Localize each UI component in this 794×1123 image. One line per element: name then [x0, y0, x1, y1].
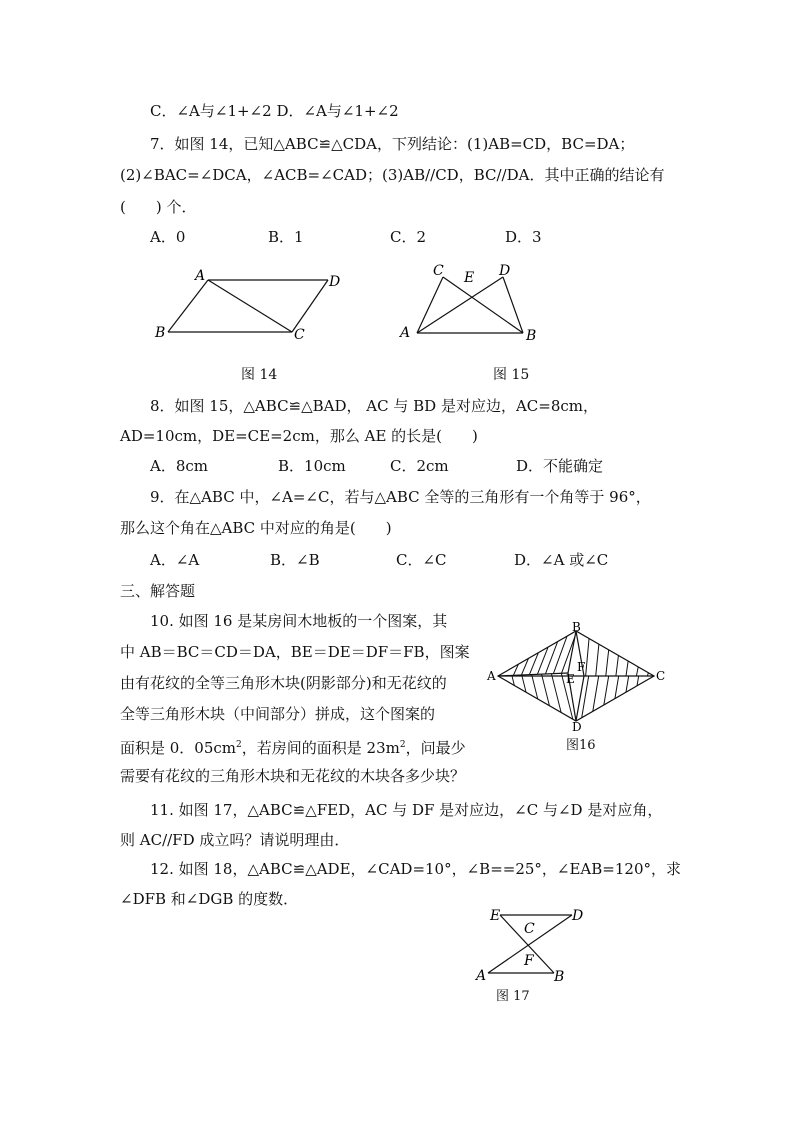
fig17-point-a: A: [476, 968, 487, 984]
fig17-caption: 图 17: [496, 989, 530, 1004]
fig17-point-d: D: [572, 908, 584, 924]
q11-line1: 11. 如图 17，△ABC≌△FED，AC 与 DF 是对应边，∠C 与∠D 是对应角，: [150, 801, 663, 819]
figure-16: [485, 618, 675, 743]
fig17-point-f: F: [524, 953, 534, 969]
fig14-point-b: B: [155, 325, 166, 341]
q10-line5: 面积是 0．$05cm^2$，若房间的面积是 $23m^2$，问最少: [120, 739, 466, 757]
q7-option-b: B．1: [268, 228, 304, 246]
figure-17: [474, 903, 584, 993]
fig14-point-a: A: [195, 268, 206, 284]
fig15-point-d: D: [499, 263, 511, 279]
fig17-point-b: B: [554, 969, 565, 985]
q10-line1: 10. 如图 16 是某房间木地板的一个图案，其: [150, 612, 448, 630]
fig16-point-c: C: [656, 669, 666, 683]
fig16-caption: 图16: [566, 738, 596, 753]
fig14-point-d: D: [329, 274, 341, 290]
q9-option-c: C．∠C: [396, 551, 447, 569]
q7-option-a: A．0: [150, 228, 186, 246]
q7-line2: (2)∠BAC=∠DCA，∠ACB=∠CAD；(3)AB//CD，BC//DA．其中正确的结论有: [120, 166, 665, 184]
fig16-point-b: B: [572, 620, 581, 634]
q10-line4: 全等三角形木块（中间部分）拼成，这个图案的: [120, 705, 436, 723]
q9-option-b: B．∠B: [270, 551, 320, 569]
q8-option-a: A．8cm: [150, 457, 209, 475]
fig15-point-e: E: [464, 270, 475, 286]
q8-option-c: C．2cm: [390, 457, 449, 475]
fig16-point-f: F: [577, 660, 586, 674]
q12-line2: ∠DFB 和∠DGB 的度数．: [120, 890, 299, 908]
q8-line1: 8．如图 15，△ABC≌△BAD， AC 与 BD 是对应边，AC=8cm，: [150, 397, 599, 415]
fig17-point-c: C: [524, 921, 535, 937]
q8-line2: AD=10cm，DE=CE=2cm，那么 AE 的长是( ): [120, 427, 478, 445]
q12-line1: 12. 如图 18，△ABC≌△ADE，∠CAD=10°，∠B==25°，∠EAB=120°，求: [150, 860, 681, 878]
fig16-point-e: E: [566, 672, 575, 686]
fig16-point-d: D: [572, 720, 582, 734]
fig15-point-c: C: [433, 263, 444, 279]
q7-line1: 7．如图 14，已知△ABC≌△CDA，下列结论：(1)AB=CD，BC=DA；: [150, 135, 635, 153]
fig14-point-c: C: [294, 327, 305, 343]
fig17-point-e: E: [490, 908, 501, 924]
q10-line2: 中 AB＝BC＝CD＝DA，BE＝DE＝DF＝FB，图案: [120, 643, 470, 661]
fig14-caption: 图 14: [241, 367, 278, 383]
q7-line3: ( ) 个．: [120, 198, 197, 216]
q10-line3: 由有花纹的全等三角形木块(阴影部分)和无花纹的: [120, 674, 447, 692]
q7-option-d: D．3: [505, 228, 542, 246]
q10-line6: 需要有花纹的三角形木块和无花纹的木块各多少块？: [120, 767, 466, 785]
q7-option-c: C．2: [390, 228, 427, 246]
q9-option-a: A．∠A: [150, 551, 200, 569]
fig16-point-a: A: [487, 669, 496, 683]
q9-line1: 9．在△ABC 中，∠A=∠C，若与△ABC 全等的三角形有一个角等于 96°，: [150, 488, 651, 506]
q8-option-b: B．10cm: [278, 457, 346, 475]
section-heading: 三、解答题: [120, 582, 196, 600]
figure-14: [150, 265, 350, 345]
q9-option-d: D．∠A 或∠C: [514, 551, 609, 569]
fig15-point-b: B: [526, 328, 537, 344]
q9-line2: 那么这个角在△ABC 中对应的角是( ): [120, 519, 392, 537]
q8-option-d: D．不能确定: [516, 457, 604, 475]
q11-line2: 则 AC//FD 成立吗？请说明理由．: [120, 831, 350, 849]
figure-15: [395, 260, 555, 350]
fig15-caption: 图 15: [493, 367, 530, 383]
q6-options: C．∠A与∠1+∠2 D．∠A与∠1+∠2: [150, 102, 399, 120]
fig15-point-a: A: [400, 325, 411, 341]
